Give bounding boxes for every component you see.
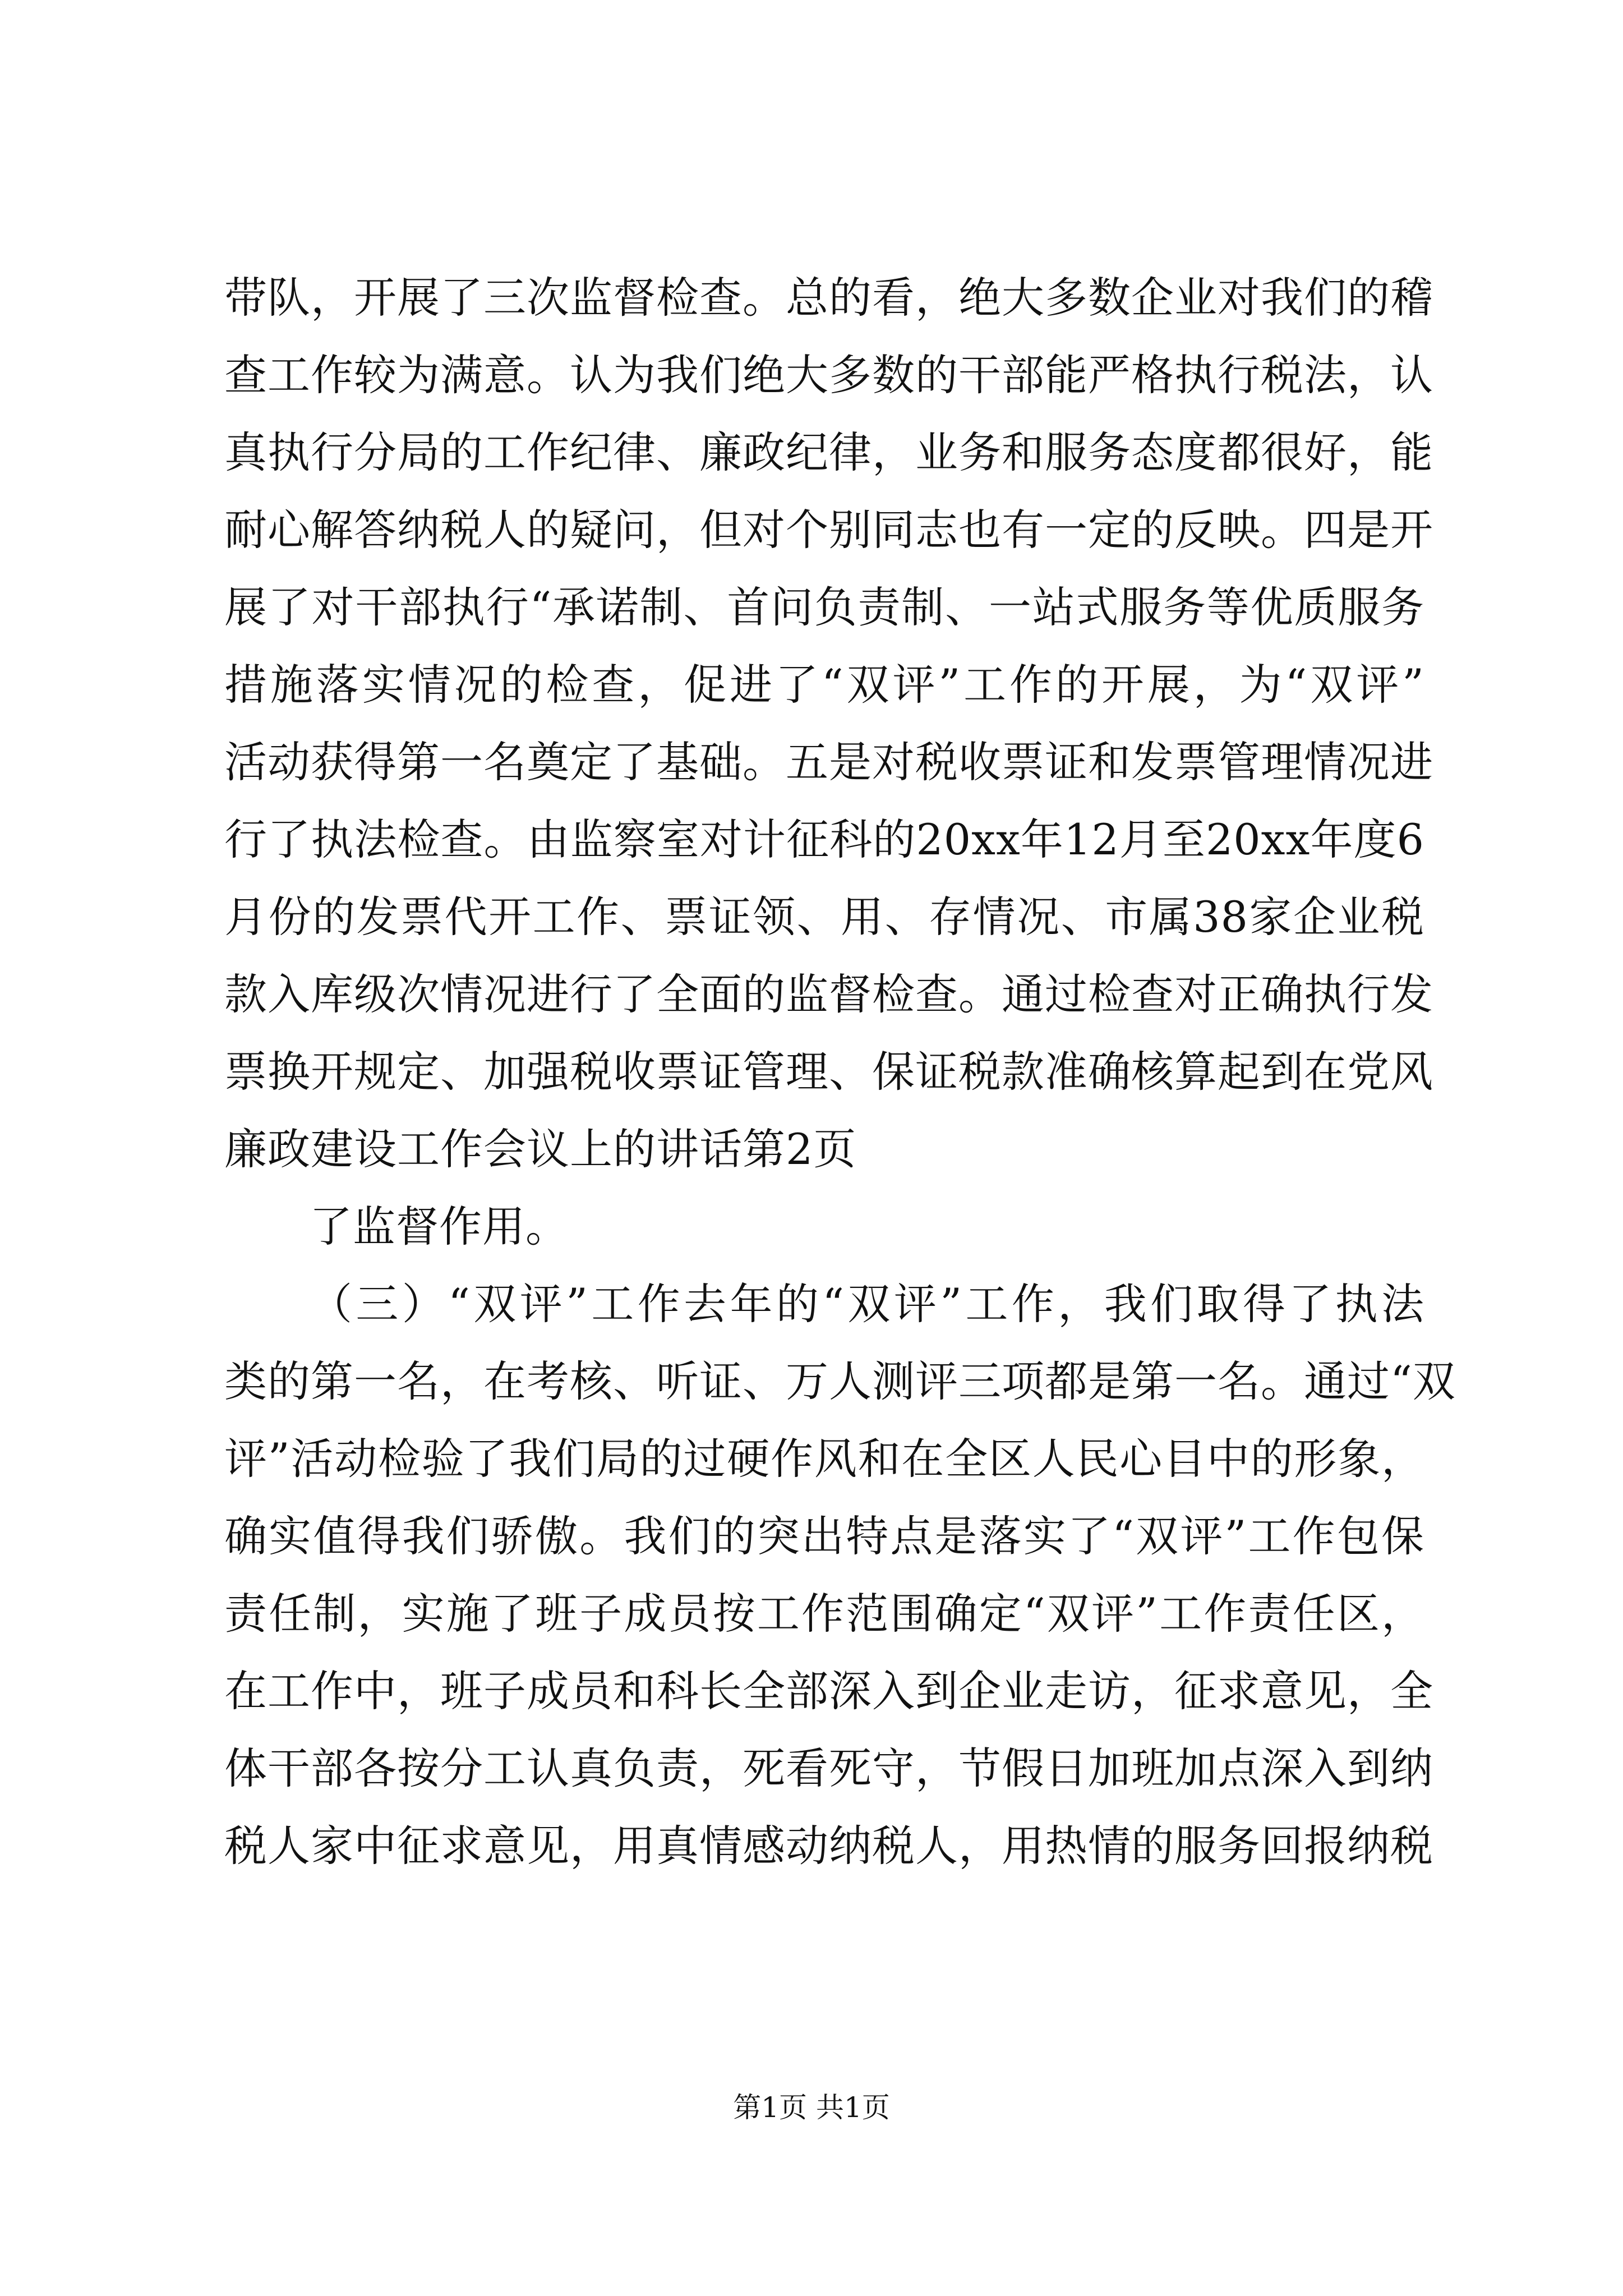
text-line: 评”活动检验了我们局的过硬作风和在全区人民心目中的形象， [224,1434,1424,1484]
text-line: 体干部各按分工认真负责，死看死守，节假日加班加点深入到纳 [224,1743,1433,1793]
text-line: 款入库级次情况进行了全面的监督检查。通过检查对正确执行发 [224,969,1433,1019]
text-line: 措施落实情况的检查，促进了“双评”工作的开展，为“双评” [224,660,1424,710]
text-line: 活动获得第一名奠定了基础。五是对税收票证和发票管理情况进 [224,737,1433,787]
text-line: 类的第一名，在考核、听证、万人测评三项都是第一名。通过“双 [224,1356,1456,1406]
text-line: 税人家中征求意见，用真情感动纳税人，用热情的服务回报纳税 [224,1821,1433,1871]
text-line: 责任制，实施了班子成员按工作范围确定“双评”工作责任区， [224,1589,1424,1639]
text-line: 确实值得我们骄傲。我们的突出特点是落实了“双评”工作包保 [224,1511,1424,1561]
text-line: 月份的发票代开工作、票证领、用、存情况、市属38家企业税 [224,892,1424,942]
text-line: 耐心解答纳税人的疑问，但对个别同志也有一定的反映。四是开 [224,505,1433,555]
body-text [224,259,1456,1885]
text-line: 票换开规定、加强税收票证管理、保证税款准确核算起到在党风 [224,1047,1433,1097]
text-line: 在工作中，班子成员和科长全部深入到企业走访，征求意见，全 [224,1666,1433,1716]
text-line: 廉政建设工作会议上的讲话第2页 [224,1124,857,1174]
text-line: 了监督作用。 [310,1202,569,1251]
text-line: 带队，开展了三次监督检查。总的看，绝大多数企业对我们的稽 [224,273,1433,323]
text-line: 真执行分局的工作纪律、廉政纪律，业务和服务态度都很好，能 [224,427,1433,477]
text-line: 行了执法检查。由监察室对计征科的20xx年12月至20xx年度6 [224,815,1424,864]
text-line: 查工作较为满意。认为我们绝大多数的干部能严格执行税法，认 [224,350,1433,400]
text-line: （三）“双评”工作去年的“双评”工作，我们取得了执法 [310,1279,1424,1329]
page-footer: 第1页 共1页 [733,2091,890,2124]
text-line: 展了对干部执行“承诺制、首问负责制、一站式服务等优质服务 [224,582,1424,632]
